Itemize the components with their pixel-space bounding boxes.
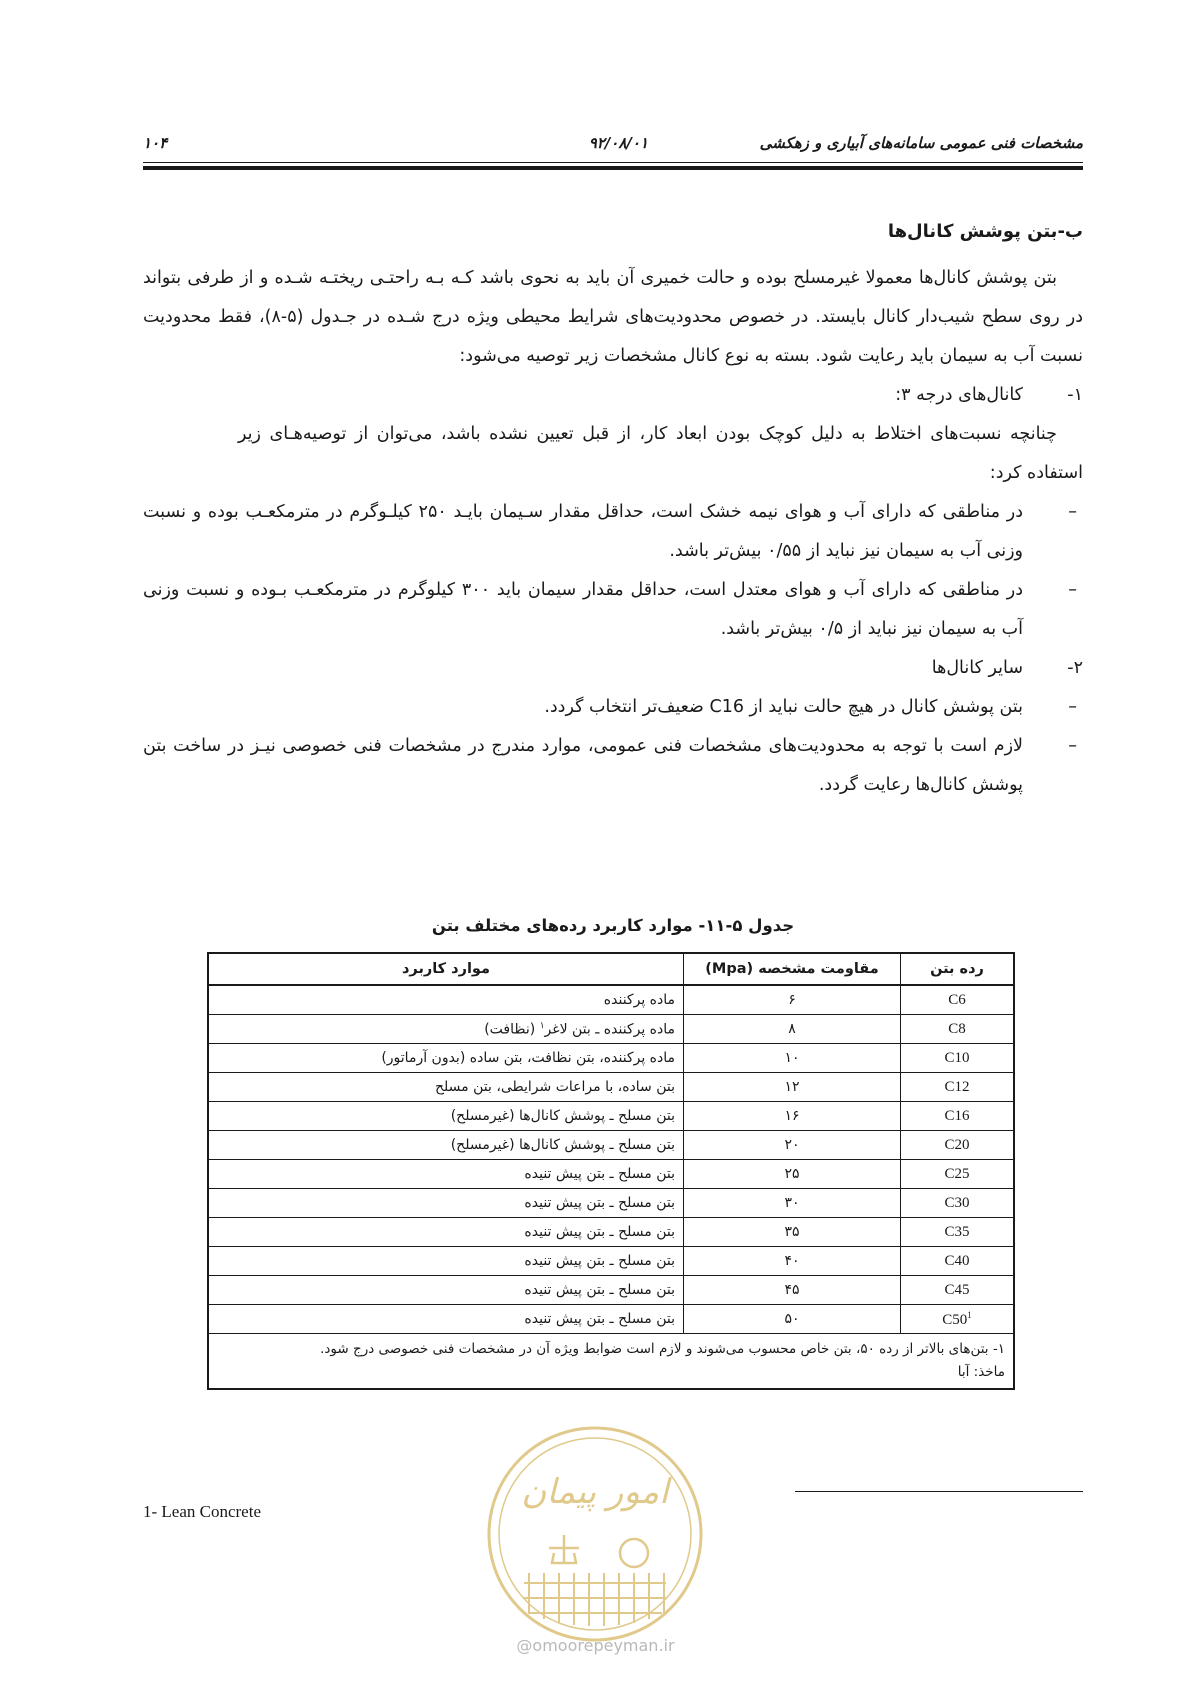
table-row xyxy=(208,1015,1014,1044)
bullet-item xyxy=(143,571,1083,649)
usage-cell: بتن مسلح ـ پوشش کانال‌ها (غیرمسلح) xyxy=(208,1131,684,1160)
grade-cell: $C50^1$ xyxy=(901,1305,1015,1334)
grade-cell: C40 xyxy=(901,1247,1015,1276)
table-note-row xyxy=(208,1334,1014,1390)
table-row xyxy=(208,1044,1014,1073)
grade-cell: C45 xyxy=(901,1276,1015,1305)
table-source: ماخذ: آبا xyxy=(957,1364,1005,1380)
list-item-1 xyxy=(143,376,1083,415)
table-note-cell xyxy=(208,1334,1014,1390)
usage-cell: بتن مسلح ـ بتن پیش تنیده xyxy=(208,1276,684,1305)
strength-cell: ۳۵ xyxy=(684,1218,901,1247)
bullet-item xyxy=(143,688,1083,727)
bullet-item xyxy=(143,727,1083,805)
item-label: کانال‌های درجه ۳: xyxy=(895,385,1023,405)
grade-cell: C25 xyxy=(901,1160,1015,1189)
list-item-2 xyxy=(143,649,1083,688)
usage-cell: بتن مسلح ـ بتن پیش تنیده xyxy=(208,1189,684,1218)
page-header xyxy=(143,128,1083,160)
table-row xyxy=(208,985,1014,1015)
section-title: ب-بتن پوشش کانال‌ها xyxy=(887,221,1083,242)
grade-cell: C35 xyxy=(901,1218,1015,1247)
footnote-rule xyxy=(795,1491,1083,1492)
strength-cell: ۲۵ xyxy=(684,1160,901,1189)
usage-cell: بتن مسلح ـ بتن پیش تنیده xyxy=(208,1305,684,1334)
bullet-text: لازم است با توجه به محدودیت‌های مشخصات فنی عمومی، موارد مندرج در مشخصات فنی خصوصی نیـز در ساخت بتن پوشش کانال‌ها رعایت گردد. xyxy=(143,736,1023,795)
strength-cell: ۳۰ xyxy=(684,1189,901,1218)
dash-marker: – xyxy=(1068,697,1077,717)
item1-text: چنانچه نسبت‌های اختلاط به دلیل کوچک بودن ابعاد کار، از قبل تعیین نشده باشد، می‌توان از توصیه‌هـای زیر استفاده کرد: xyxy=(238,424,1083,483)
header-rule-thin xyxy=(143,162,1083,163)
table-row xyxy=(208,1305,1014,1334)
grade-cell: C16 xyxy=(901,1102,1015,1131)
table-row xyxy=(208,1189,1014,1218)
intro-paragraph: بتن پوشش کانال‌ها معمولا غیرمسلح بوده و حالت خمیری آن باید به نحوی باشد کـه بـه راحتـی ریختـه شـده و از طرفی بتواند در روی سطح شیب‌دار کانال بایستد. در خصوص محدودیت‌های شرایط محیطی ویژه درج شـده در جـدول (۵-۸)، فقط محدودیت نسبت آب به سیمان باید رعایت شود. بسته به نوع کانال مشخصات زیر توصیه می‌شود: xyxy=(143,268,1084,366)
table-caption: جدول ۵-۱۱- موارد کاربرد رده‌های مختلف بتن xyxy=(431,916,795,935)
table-row xyxy=(208,1131,1014,1160)
usage-cell: ماده پرکننده ـ بتن لاغر$^۱$ (نظافت) xyxy=(208,1015,684,1044)
table-body xyxy=(208,985,1014,1334)
strength-cell: ۱۰ xyxy=(684,1044,901,1073)
table-row xyxy=(208,1276,1014,1305)
footnote: 1- Lean Concrete xyxy=(143,1502,261,1521)
dash-marker: – xyxy=(1068,580,1077,600)
table-header-row xyxy=(208,953,1014,985)
table-row xyxy=(208,1247,1014,1276)
strength-cell: ۲۰ xyxy=(684,1131,901,1160)
header-strength: مقاومت مشخصه (Mpa) xyxy=(684,953,901,985)
grade-cell: C10 xyxy=(901,1044,1015,1073)
page-number: ۱۰۴ xyxy=(143,134,168,152)
grade-cell: C12 xyxy=(901,1073,1015,1102)
header-grade: رده بتن xyxy=(901,953,1015,985)
strength-cell: ۱۲ xyxy=(684,1073,901,1102)
item-marker: ۱- xyxy=(1067,385,1083,405)
bullet-item xyxy=(143,493,1083,571)
strength-cell: ۸ xyxy=(684,1015,901,1044)
strength-cell: ۴۵ xyxy=(684,1276,901,1305)
usage-cell: بتن مسلح ـ بتن پیش تنیده xyxy=(208,1160,684,1189)
concrete-grades-table xyxy=(207,952,1015,1390)
grade-cell: C20 xyxy=(901,1131,1015,1160)
usage-cell: ماده پرکننده xyxy=(208,985,684,1015)
seal-logo-icon xyxy=(484,1423,706,1645)
item-label: سایر کانال‌ها xyxy=(931,658,1023,678)
strength-cell: ۱۶ xyxy=(684,1102,901,1131)
grade-cell: C30 xyxy=(901,1189,1015,1218)
grade-cell: C6 xyxy=(901,985,1015,1015)
main-content xyxy=(143,212,1083,805)
table-row xyxy=(208,1102,1014,1131)
usage-cell: ماده پرکننده، بتن نظافت، بتن ساده (بدون آرماتور) xyxy=(208,1044,684,1073)
dash-marker: – xyxy=(1068,736,1077,756)
strength-cell: ۵۰ xyxy=(684,1305,901,1334)
watermark-url: @omoorepeyman.ir xyxy=(516,1636,675,1655)
usage-cell: بتن مسلح ـ بتن پیش تنیده xyxy=(208,1218,684,1247)
grade-cell: C8 xyxy=(901,1015,1015,1044)
table-note: ۱- بتن‌های بالاتر از رده ۵۰، بتن خاص محسوب می‌شوند و لازم است ضوابط ویژه آن در مشخصات فنی خصوصی درج شود. xyxy=(320,1341,1005,1357)
header-date: ۹۲/۰۸/۰۱ xyxy=(588,134,648,152)
bullet-text: در مناطقی که دارای آب و هوای نیمه خشک است، حداقل مقدار سـیمان بایـد ۲۵۰ کیلـوگرم در مترمکعـب بوده و نسبت وزنی آب به سیمان نیز نباید از ۰/۵۵ بیش‌تر باشد. xyxy=(143,502,1023,561)
dash-marker: – xyxy=(1068,502,1077,522)
bullet-text: بتن پوشش کانال در هیچ حالت نباید از C16 ضعیف‌تر انتخاب گردد. xyxy=(544,697,1023,717)
header-usage: موارد کاربرد xyxy=(208,953,684,985)
usage-cell: بتن مسلح ـ بتن پیش تنیده xyxy=(208,1247,684,1276)
bullet-text: در مناطقی که دارای آب و هوای معتدل است، حداقل مقدار سیمان باید ۳۰۰ کیلوگرم در مترمکعـب بـوده و نسبت وزنی آب به سیمان نیز نباید از ۰/۵ بیش‌تر باشد. xyxy=(143,580,1023,639)
header-rule-thick xyxy=(143,166,1083,170)
strength-cell: ۶ xyxy=(684,985,901,1015)
table-row xyxy=(208,1218,1014,1247)
usage-cell: بتن ساده، با مراعات شرایطی، بتن مسلح xyxy=(208,1073,684,1102)
table-row xyxy=(208,1160,1014,1189)
seal-text: امور پیمان xyxy=(521,1472,669,1512)
header-title: مشخصات فنی عمومی سامانه‌های آبیاری و زهکشی xyxy=(759,134,1083,152)
table-row xyxy=(208,1073,1014,1102)
strength-cell: ۴۰ xyxy=(684,1247,901,1276)
usage-cell: بتن مسلح ـ پوشش کانال‌ها (غیرمسلح) xyxy=(208,1102,684,1131)
item-marker: ۲- xyxy=(1067,658,1083,678)
